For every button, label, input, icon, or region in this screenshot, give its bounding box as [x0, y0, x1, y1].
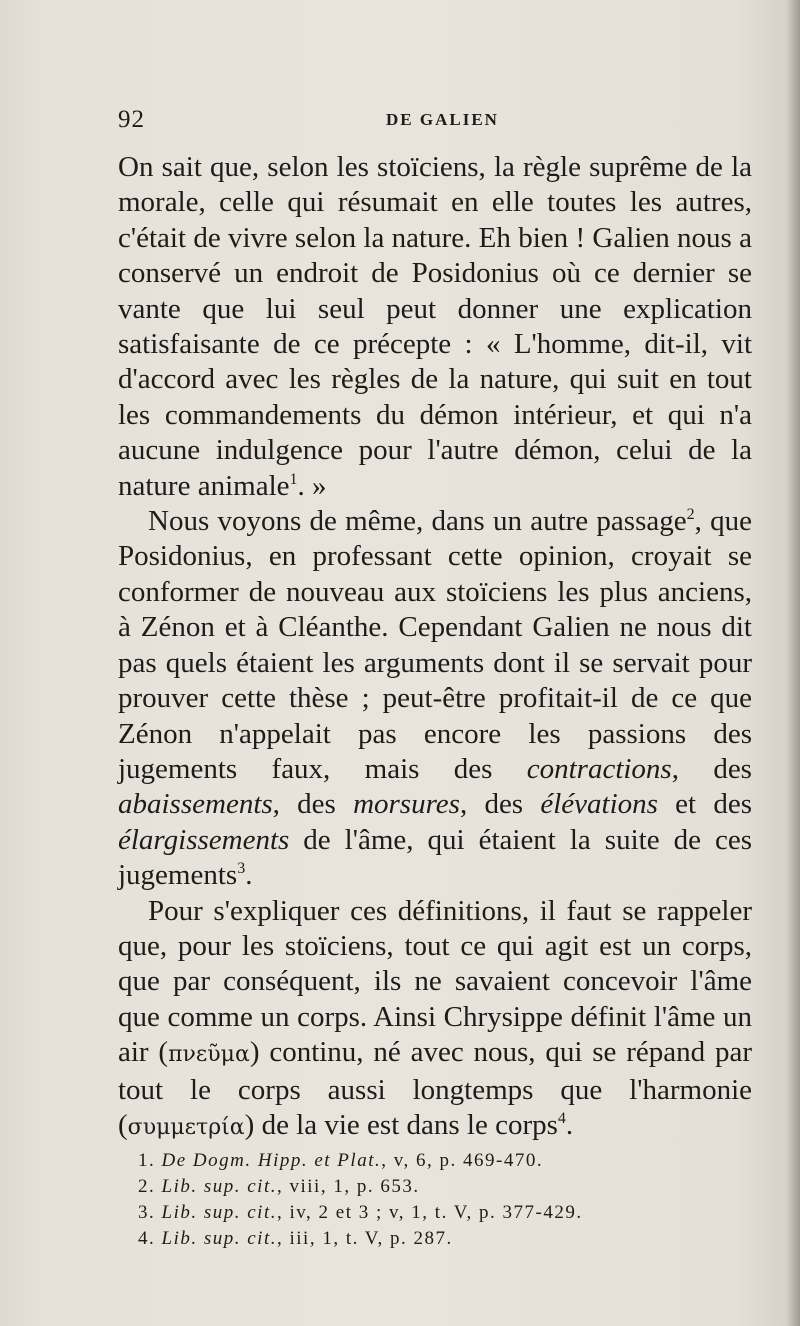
- paragraph-2-part-f: et des: [657, 788, 752, 821]
- paragraph-2-part-c: , des: [671, 752, 752, 785]
- paragraph-1-text: On sait que, selon les stoïciens, la règle suprême de la morale, celle qui résumait en elle toutes les autres, c'était de vivre selon la nature. Eh bien ! Galien nous a conservé un endroit de Posidonius où ce dernier se vante que lui seul peut donner une explication satisfaisante de ce précepte : « L'homme, dit-il, vit d'accord avec les règles de la nature, qui suit en tout les commandements du démon intérieur, et qui n'a aucune indulgence pour l'autre démon, celui de la nature animale: [118, 151, 752, 502]
- footnote-source: Lib. sup. cit.: [161, 1202, 277, 1223]
- paragraph-3-part-c: ) de la vie est dans le corps: [244, 1108, 558, 1141]
- greek-symmetria: συμμετρία: [127, 1114, 245, 1140]
- footnote-number: 2.: [138, 1176, 156, 1197]
- emphasis-abaissements: abaissements: [118, 788, 273, 821]
- footnote-source: Lib. sup. cit.: [161, 1176, 277, 1197]
- paragraph-2-part-h: .: [245, 859, 253, 892]
- paragraph-2-part-d: , des: [272, 788, 354, 821]
- paragraph-1-end: . »: [297, 469, 327, 502]
- footnote-ref-2: 2: [686, 506, 695, 524]
- footnote-location: , viii, 1, p. 653.: [276, 1176, 420, 1197]
- footnote-location: , iii, 1, t. V, p. 287.: [276, 1228, 453, 1249]
- greek-pneuma: πνεῦμα: [168, 1042, 250, 1068]
- emphasis-contractions: contractions: [526, 752, 672, 785]
- emphasis-elevations: élévations: [540, 788, 658, 821]
- footnote-ref-3: 3: [237, 860, 246, 878]
- paragraph-1: [118, 150, 752, 504]
- paragraph-2-part-g: de l'âme, qui étaient la suite de ces jugements: [118, 823, 752, 892]
- footnote-ref-1: 1: [289, 470, 298, 488]
- footnote-number: 3.: [138, 1202, 156, 1223]
- page-number: 92: [118, 106, 145, 133]
- running-head: DE GALIEN: [386, 110, 499, 129]
- paragraph-3-part-b: ) continu, né avec nous, qui se répand par tout le corps aussi longtemps que l'harmonie (: [118, 1036, 752, 1141]
- paragraph-2-part-e: , des: [459, 788, 541, 821]
- footnote-location: , v, 6, p. 469-470.: [381, 1150, 544, 1171]
- paragraph-3: [118, 894, 752, 1146]
- emphasis-elargissements: élargissements: [118, 823, 290, 856]
- footnote-source: De Dogm. Hipp. et Plat.: [161, 1150, 382, 1171]
- footnote-source: Lib. sup. cit.: [161, 1228, 277, 1249]
- footnote-3: [138, 1200, 698, 1226]
- footnote-number: 1.: [138, 1150, 156, 1171]
- page-edge-shadow: [786, 0, 800, 1326]
- paragraph-2: [118, 504, 752, 893]
- body-text: [118, 150, 752, 1145]
- footnote-4: [138, 1226, 698, 1252]
- footnotes: [138, 1148, 698, 1252]
- paragraph-2-part-b: , que Posidonius, en professant cette opinion, croyait se conformer de nouveau aux stoïciens les plus anciens, à Zénon et à Cléanthe. Cependant Galien ne nous dit pas quels étaient les arguments dont il se servait pour prouver cette thèse ; peut-être profitait-il de ce que Zénon n'appelait pas encore les passions des jugements faux, mais des: [118, 505, 753, 785]
- paragraph-3-part-a: Pour s'expliquer ces définitions, il faut se rappeler que, pour les stoïciens, tout ce qui agit est un corps, que par conséquent, ils ne savaient concevoir l'âme que comme un corps. Ainsi Chrysippe définit l'âme un air (: [118, 894, 752, 1069]
- footnote-number: 4.: [138, 1228, 156, 1249]
- footnote-location: , iv, 2 et 3 ; v, 1, t. V, p. 377-429.: [276, 1202, 583, 1223]
- footnote-2: [138, 1174, 698, 1200]
- footnote-1: [138, 1148, 698, 1174]
- footnote-ref-4: 4: [557, 1109, 566, 1127]
- paragraph-2-part-a: Nous voyons de même, dans un autre passage: [148, 505, 687, 538]
- emphasis-morsures: morsures: [353, 788, 460, 821]
- page-header: [118, 106, 748, 136]
- paragraph-3-part-d: .: [565, 1108, 574, 1141]
